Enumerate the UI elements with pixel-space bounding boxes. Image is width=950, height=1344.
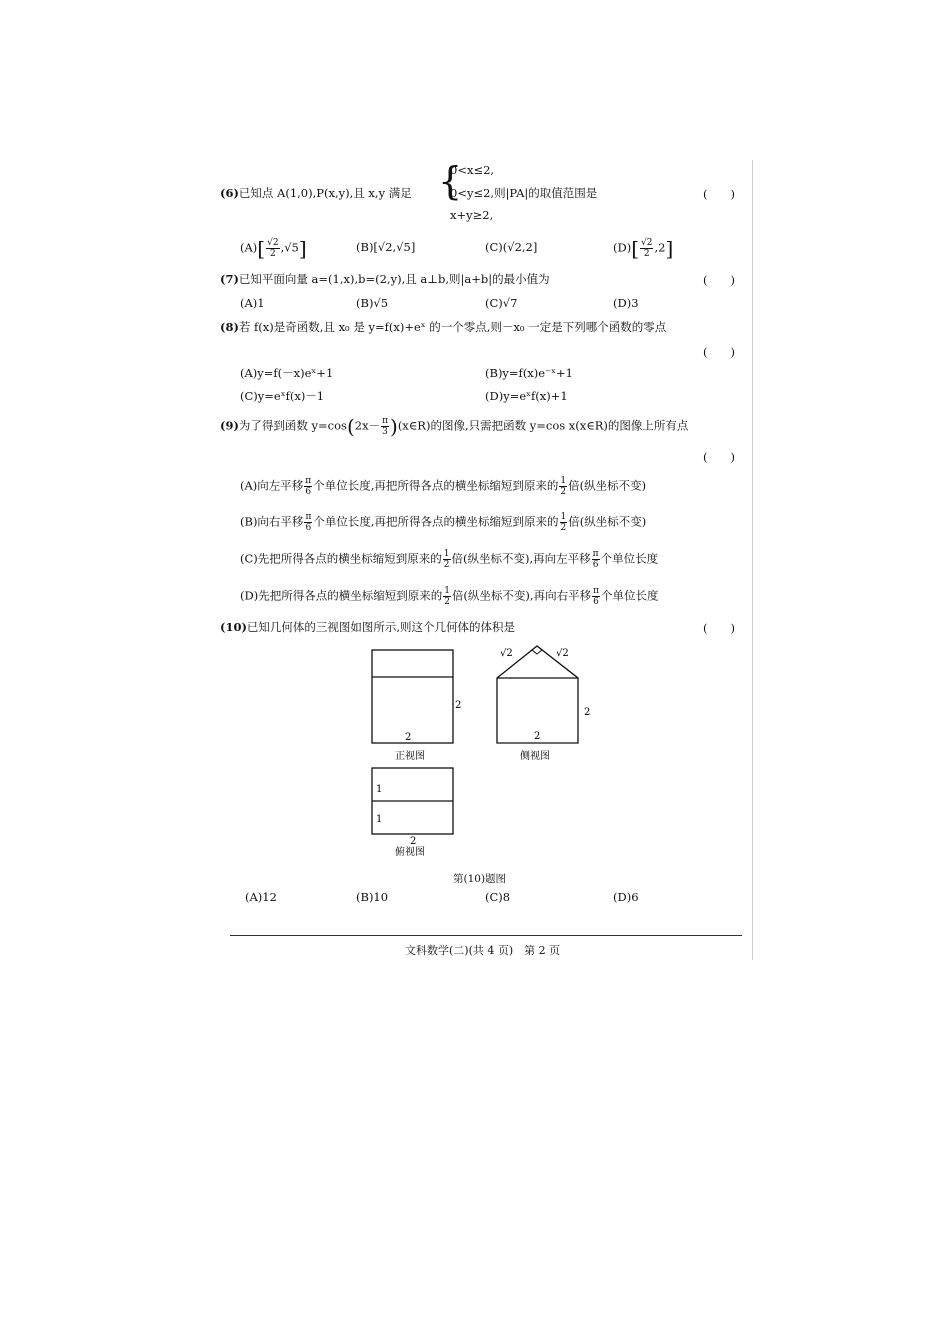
q9-d-six: 6 (593, 597, 599, 607)
q9-stem-b: (x∈R)的图像,只需把函数 y=cos x(x∈R)的图像上所有点 (397, 418, 689, 433)
q6-option-d: (D)[ $\frac{√2}{2}$ ,2] (613, 236, 674, 261)
footer-divider (230, 935, 742, 936)
q9-c-one: 1 (443, 549, 450, 559)
top-lower-label: 1 (376, 814, 383, 825)
top-upper-label: 1 (376, 784, 383, 795)
q6-d-den: 2 (643, 249, 650, 259)
side-slope-left-label: √2 (500, 648, 513, 659)
q8-stem-line (220, 320, 666, 334)
q10-answer-paren: ( ) (703, 621, 735, 635)
q9-a-part1: (A)向左平移 (240, 478, 304, 493)
q9-d-pi: π (593, 586, 599, 596)
q6-stem-b: 则|PA|的取值范围是 (494, 186, 598, 200)
q6-stem (220, 186, 412, 200)
q8-answer-paren: ( ) (703, 345, 735, 359)
q6-d-num: √2 (641, 238, 653, 248)
q8-number: (8) (220, 320, 239, 334)
q7-option-a: (A)1 (240, 296, 265, 310)
q9-d-part2: 倍(纵坐标不变),再向右平移 (451, 588, 592, 603)
q9-b-pi: π (305, 512, 312, 522)
q9-d-two: 2 (444, 597, 450, 607)
q7-stem-line (220, 272, 550, 286)
top-view-label: 俯视图 (395, 847, 425, 858)
q7-number: (7) (220, 272, 239, 286)
q6-a-label: (A) (240, 240, 258, 255)
front-view (372, 650, 461, 762)
top-width-label: 2 (410, 836, 417, 847)
q9-b-six: 6 (305, 523, 312, 533)
q9-a-two: 2 (560, 487, 567, 497)
right-angle-mark (532, 650, 542, 654)
q9-b-one: 1 (560, 512, 567, 522)
q10-stem-line (220, 620, 515, 634)
q9-b-part3: 倍(纵坐标不变) (568, 514, 647, 529)
q7-option-b: (B)√5 (356, 296, 389, 310)
q8-option-b: (B)y=f(x)e⁻ˣ+1 (485, 366, 573, 380)
q7-stem: 已知平面向量 a=(1,x),b=(2,y),且 a⊥b,则|a+b|的最小值为 (238, 272, 550, 286)
q9-frac-pi: π (382, 416, 388, 426)
q6-cond1: 0<x≤2, (450, 163, 495, 177)
q7-option-c: (C)√7 (485, 296, 518, 310)
q9-c-two: 2 (443, 560, 450, 570)
q6-number: (6) (220, 186, 239, 200)
side-height-label: 2 (584, 707, 591, 718)
q9-frac-three: 3 (382, 427, 388, 437)
q6-d-label: (D) (613, 240, 632, 255)
q9-c-six: 6 (592, 560, 599, 570)
q6-cond2-line (450, 186, 597, 200)
q9-answer-paren: ( ) (703, 450, 735, 464)
q10-option-c: (C)8 (485, 890, 511, 904)
q6-cond3: x+y≥2, (450, 208, 494, 222)
q6-a-den: 2 (269, 249, 276, 259)
top-view (372, 768, 453, 858)
q9-option-b (240, 512, 646, 533)
q10-figure-caption: 第(10)题图 (453, 873, 507, 885)
q6-option-c: (C)(√2,2] (485, 240, 538, 254)
q10-number: (10) (220, 620, 247, 634)
q10-option-a: (A)12 (245, 890, 277, 904)
q10-option-b: (B)10 (356, 890, 389, 904)
q6-d-rest: ,2 (654, 240, 666, 255)
q8-option-d: (D)y=eˣf(x)+1 (485, 389, 568, 403)
q6-brace: { (438, 159, 463, 203)
q9-stem-inner: 2x－ (354, 418, 381, 433)
q8-option-c: (C)y=eˣf(x)－1 (240, 389, 325, 403)
side-width-label: 2 (534, 731, 541, 742)
q9-a-part3: 倍(纵坐标不变) (568, 478, 647, 493)
q9-c-part3: 个单位长度 (600, 551, 659, 566)
q6-option-a: (A)[ $\frac{√2}{2}$ ,√5] (240, 236, 307, 261)
q6-a-num: √2 (267, 238, 279, 248)
q9-c-part1: (C)先把所得各点的横坐标缩短到原来的 (240, 551, 442, 566)
q9-number: (9) (220, 418, 239, 433)
page-footer: 文科数学(二)(共 4 页) 第 2 页 (405, 944, 561, 957)
front-width-label: 2 (405, 732, 412, 743)
side-view-outline (497, 646, 578, 743)
q9-a-six: 6 (305, 487, 312, 497)
q9-b-two: 2 (560, 523, 567, 533)
q6-option-b: (B)[√2,√5] (356, 240, 416, 254)
side-view (497, 646, 590, 762)
q9-c-part2: 倍(纵坐标不变),再向左平移 (451, 551, 591, 566)
q9-b-part2: 个单位长度,再把所得各点的横坐标缩短到原来的 (313, 514, 559, 529)
q10-stem: 已知几何体的三视图如图所示,则这个几何体的体积是 (246, 620, 516, 634)
q9-option-d (240, 586, 659, 607)
front-view-label: 正视图 (395, 751, 425, 762)
q9-b-part1: (B)向右平移 (240, 514, 304, 529)
front-height-label: 2 (455, 700, 462, 711)
q7-answer-paren: ( ) (703, 273, 735, 287)
three-view-figure (360, 640, 600, 870)
q6-cond2: 0<y≤2, (450, 186, 495, 200)
q9-d-part3: 个单位长度 (601, 588, 659, 603)
side-slope-right-label: √2 (556, 648, 569, 659)
q9-a-pi: π (305, 476, 312, 486)
q6-answer-paren: ( ) (703, 187, 735, 201)
q8-option-a: (A)y=f(－x)eˣ+1 (240, 366, 334, 380)
q6-stem-a: 已知点 A(1,0),P(x,y),且 x,y 满足 (238, 186, 412, 200)
q9-a-part2: 个单位长度,再把所得各点的横坐标缩短到原来的 (313, 478, 559, 493)
q8-stem: 若 f(x)是奇函数,且 x₀ 是 y=f(x)+eˣ 的一个零点,则－x₀ 一定是下列哪个函数的零点 (238, 320, 667, 334)
right-margin-line (752, 160, 753, 960)
q9-d-part1: (D)先把所得各点的横坐标缩短到原来的 (240, 588, 443, 603)
q9-a-one: 1 (560, 476, 567, 486)
q9-d-one: 1 (444, 586, 450, 596)
q10-option-d: (D)6 (613, 890, 639, 904)
q7-option-d: (D)3 (613, 296, 639, 310)
side-view-label: 侧视图 (520, 751, 550, 762)
q9-stem-a: 为了得到函数 y=cos (238, 418, 347, 433)
q9-c-pi: π (592, 549, 599, 559)
q9-stem-line: (9)为了得到函数 y=cos(2x－ $\frac{\pi}{3}$ )(x∈R)的图像,只需把函数 y=cos x(x∈R)的图像上所有点 (220, 414, 689, 439)
q9-option-c (240, 549, 658, 570)
q9-option-a (240, 476, 646, 497)
q6-a-rest: ,√5 (280, 240, 299, 255)
front-view-outline (372, 650, 453, 743)
